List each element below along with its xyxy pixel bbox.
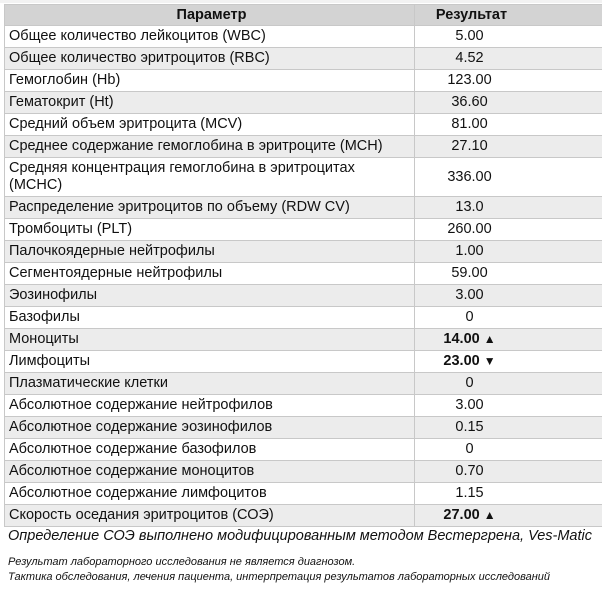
param-name: Базофилы [5, 307, 415, 329]
table-row [5, 136, 602, 158]
table-row [5, 92, 602, 114]
table-row [5, 219, 602, 241]
header-parameter: Параметр [5, 5, 415, 26]
arrow-up-icon: ▲ [483, 332, 496, 346]
param-value: 36.60 [415, 92, 602, 114]
table-row [5, 395, 602, 417]
param-value: 27.10 [415, 136, 602, 158]
table-header-row [5, 5, 602, 26]
param-name: Тромбоциты (PLT) [5, 219, 415, 241]
param-value: 1.15 [415, 483, 602, 505]
table-row [5, 505, 602, 527]
param-name: Палочкоядерные нейтрофилы [5, 241, 415, 263]
param-value: 0 [415, 373, 602, 395]
param-name: Распределение эритроцитов по объему (RDW CV) [5, 197, 415, 219]
param-name: Плазматические клетки [5, 373, 415, 395]
param-name: Среднее содержание гемоглобина в эритроците (MCH) [5, 136, 415, 158]
value-text: 27.00 [443, 507, 480, 523]
disclaimer-line-1: Результат лабораторного исследования не является диагнозом. [8, 556, 356, 568]
param-name: Абсолютное содержание лимфоцитов [5, 483, 415, 505]
param-name: Моноциты [5, 329, 415, 351]
param-name: Абсолютное содержание эозинофилов [5, 417, 415, 439]
param-name: Гемоглобин (Hb) [5, 70, 415, 92]
param-name: Лимфоциты [5, 351, 415, 373]
param-value: 4.52 [415, 48, 602, 70]
param-value: 0 [415, 307, 602, 329]
param-value: 5.00 [415, 26, 602, 48]
param-value-flagged [415, 351, 602, 373]
table-row [5, 351, 602, 373]
table-row [5, 329, 602, 351]
table-row [5, 417, 602, 439]
disclaimer-line-2: Тактика обследования, лечения пациента, интерпретация результатов лабораторных исследований [8, 571, 551, 583]
param-name: Средний объем эритроцита (MCV) [5, 114, 415, 136]
param-value: 1.00 [415, 241, 602, 263]
param-value-flagged [415, 329, 602, 351]
arrow-down-icon: ▼ [483, 354, 496, 368]
param-value: 260.00 [415, 219, 602, 241]
param-value: 0.70 [415, 461, 602, 483]
top-strip [0, 0, 602, 3]
table-row [5, 307, 602, 329]
header-result: Результат [415, 5, 602, 26]
param-value: 336.00 [415, 158, 602, 197]
param-value: 0.15 [415, 417, 602, 439]
param-value: 3.00 [415, 285, 602, 307]
param-value: 3.00 [415, 395, 602, 417]
param-name: Абсолютное содержание моноцитов [5, 461, 415, 483]
table-row [5, 26, 602, 48]
param-name: Абсолютное содержание нейтрофилов [5, 395, 415, 417]
param-name: Гематокрит (Ht) [5, 92, 415, 114]
param-value-flagged [415, 505, 602, 527]
table-row [5, 241, 602, 263]
param-value: 123.00 [415, 70, 602, 92]
table-row [5, 373, 602, 395]
value-text: 14.00 [443, 331, 480, 347]
param-name: Средняя концентрация гемоглобина в эритроцитах (MCHC) [5, 158, 415, 197]
param-name: Общее количество лейкоцитов (WBC) [5, 26, 415, 48]
param-name: Сегментоядерные нейтрофилы [5, 263, 415, 285]
param-value: 59.00 [415, 263, 602, 285]
param-value: 13.0 [415, 197, 602, 219]
results-table [4, 4, 602, 527]
table-row [5, 158, 602, 197]
table-row [5, 461, 602, 483]
arrow-up-icon: ▲ [483, 508, 496, 522]
table-row [5, 114, 602, 136]
param-name: Общее количество эритроцитов (RBC) [5, 48, 415, 70]
param-value: 0 [415, 439, 602, 461]
table-row [5, 439, 602, 461]
table-row [5, 48, 602, 70]
table-row [5, 285, 602, 307]
param-value: 81.00 [415, 114, 602, 136]
table-row [5, 483, 602, 505]
table-row [5, 197, 602, 219]
param-name: Абсолютное содержание базофилов [5, 439, 415, 461]
table-row [5, 70, 602, 92]
param-name: Скорость оседания эритроцитов (СОЭ) [5, 505, 415, 527]
table-row [5, 263, 602, 285]
method-note: Определение СОЭ выполнено модифицированным методом Вестергрена, Ves-Matic [8, 528, 592, 544]
value-text: 23.00 [443, 353, 480, 369]
param-name: Эозинофилы [5, 285, 415, 307]
